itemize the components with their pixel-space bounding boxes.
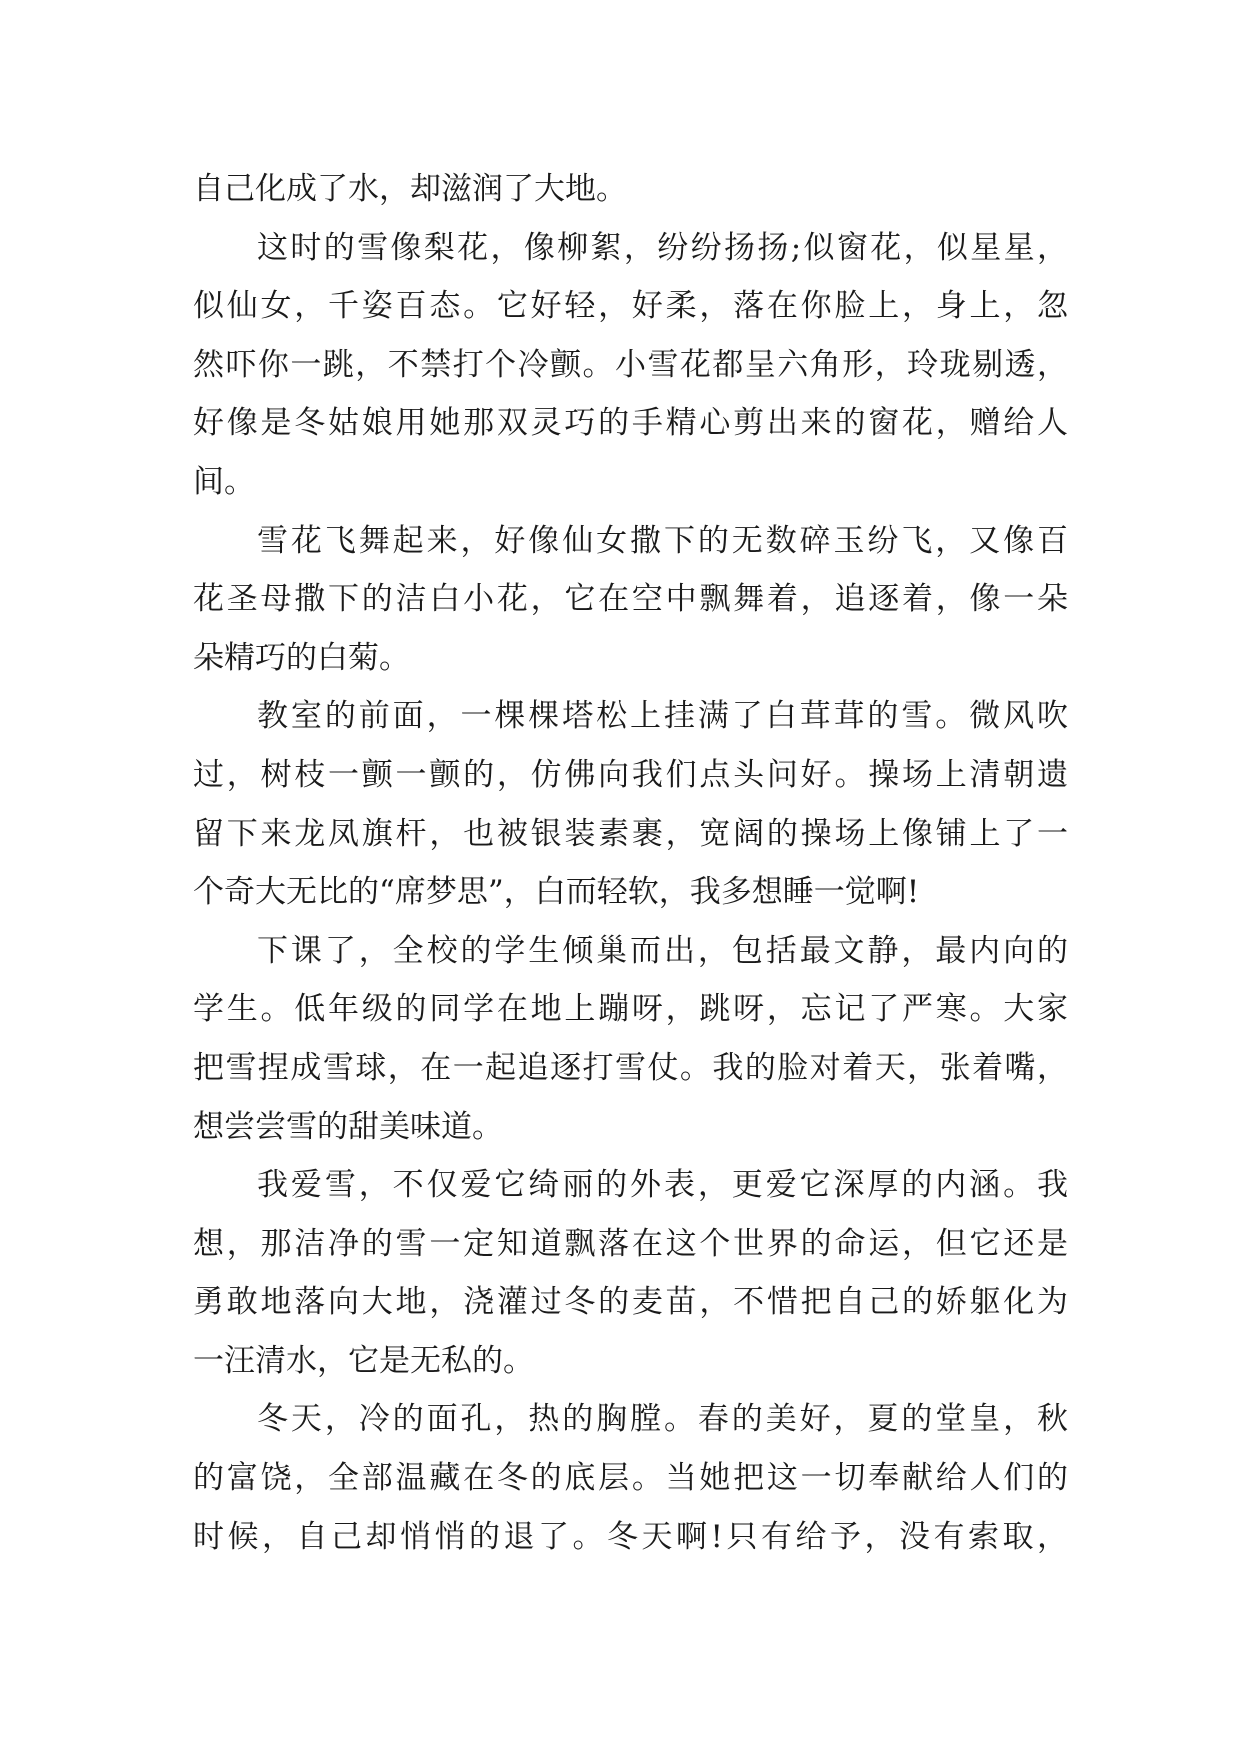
text-line: 想尝尝雪的甜美味道。 bbox=[193, 1108, 503, 1145]
text-line: 一汪清水，它是无私的。 bbox=[193, 1342, 534, 1379]
text-line: 想，那洁净的雪一定知道飘落在这个世界的命运，但它还是 bbox=[193, 1225, 1068, 1262]
text-line: 我爱雪，不仅爱它绮丽的外表，更爱它深厚的内涵。我 bbox=[257, 1167, 1068, 1204]
text-line: 自己化成了水，却滋润了大地。 bbox=[193, 171, 627, 207]
text-line: 下课了，全校的学生倾巢而出，包括最文静，最内向的 bbox=[257, 932, 1068, 969]
text-line: 教室的前面，一棵棵塔松上挂满了白茸茸的雪。微风吹 bbox=[257, 698, 1068, 735]
text-line: 似仙女，千姿百态。它好轻，好柔，落在你脸上，身上，忽 bbox=[193, 288, 1068, 325]
text-line: 留下来龙凤旗杆，也被银装素裹，宽阔的操场上像铺上了一 bbox=[193, 815, 1068, 852]
text-line: 花圣母撒下的洁白小花，它在空中飘舞着，追逐着，像一朵 bbox=[193, 581, 1068, 618]
text-line: 间。 bbox=[193, 463, 255, 500]
text-line: 好像是冬姑娘用她那双灵巧的手精心剪出来的窗花，赠给人 bbox=[193, 405, 1068, 442]
text-line: 个奇大无比的“席梦思”，白而轻软，我多想睡一觉啊! bbox=[193, 874, 920, 911]
text-line: 的富饶，全部温藏在冬的底层。当她把这一切奉献给人们的 bbox=[193, 1460, 1068, 1497]
text-line: 勇敢地落向大地，浇灌过冬的麦苗，不惜把自己的娇躯化为 bbox=[193, 1284, 1068, 1321]
text-line: 雪花飞舞起来，好像仙女撒下的无数碎玉纷飞，又像百 bbox=[257, 522, 1068, 559]
text-line: 然吓你一跳，不禁打个冷颤。小雪花都呈六角形，玲珑剔透， bbox=[193, 346, 1068, 383]
text-line: 冬天，冷的面孔，热的胸膛。春的美好，夏的堂皇，秋 bbox=[257, 1401, 1068, 1438]
body-text bbox=[193, 160, 1068, 1566]
text-line: 把雪捏成雪球，在一起追逐打雪仗。我的脸对着天，张着嘴， bbox=[193, 1049, 1068, 1086]
text-line: 学生。低年级的同学在地上蹦呀，跳呀，忘记了严寒。大家 bbox=[193, 991, 1068, 1028]
text-line: 过，树枝一颤一颤的，仿佛向我们点头问好。操场上清朝遗 bbox=[193, 756, 1068, 793]
text-line: 朵精巧的白菊。 bbox=[193, 639, 410, 676]
text-line: 这时的雪像梨花，像柳絮，纷纷扬扬;似窗花，似星星， bbox=[257, 229, 1068, 266]
text-line: 时候，自己却悄悄的退了。冬天啊!只有给予，没有索取， bbox=[193, 1518, 1068, 1555]
